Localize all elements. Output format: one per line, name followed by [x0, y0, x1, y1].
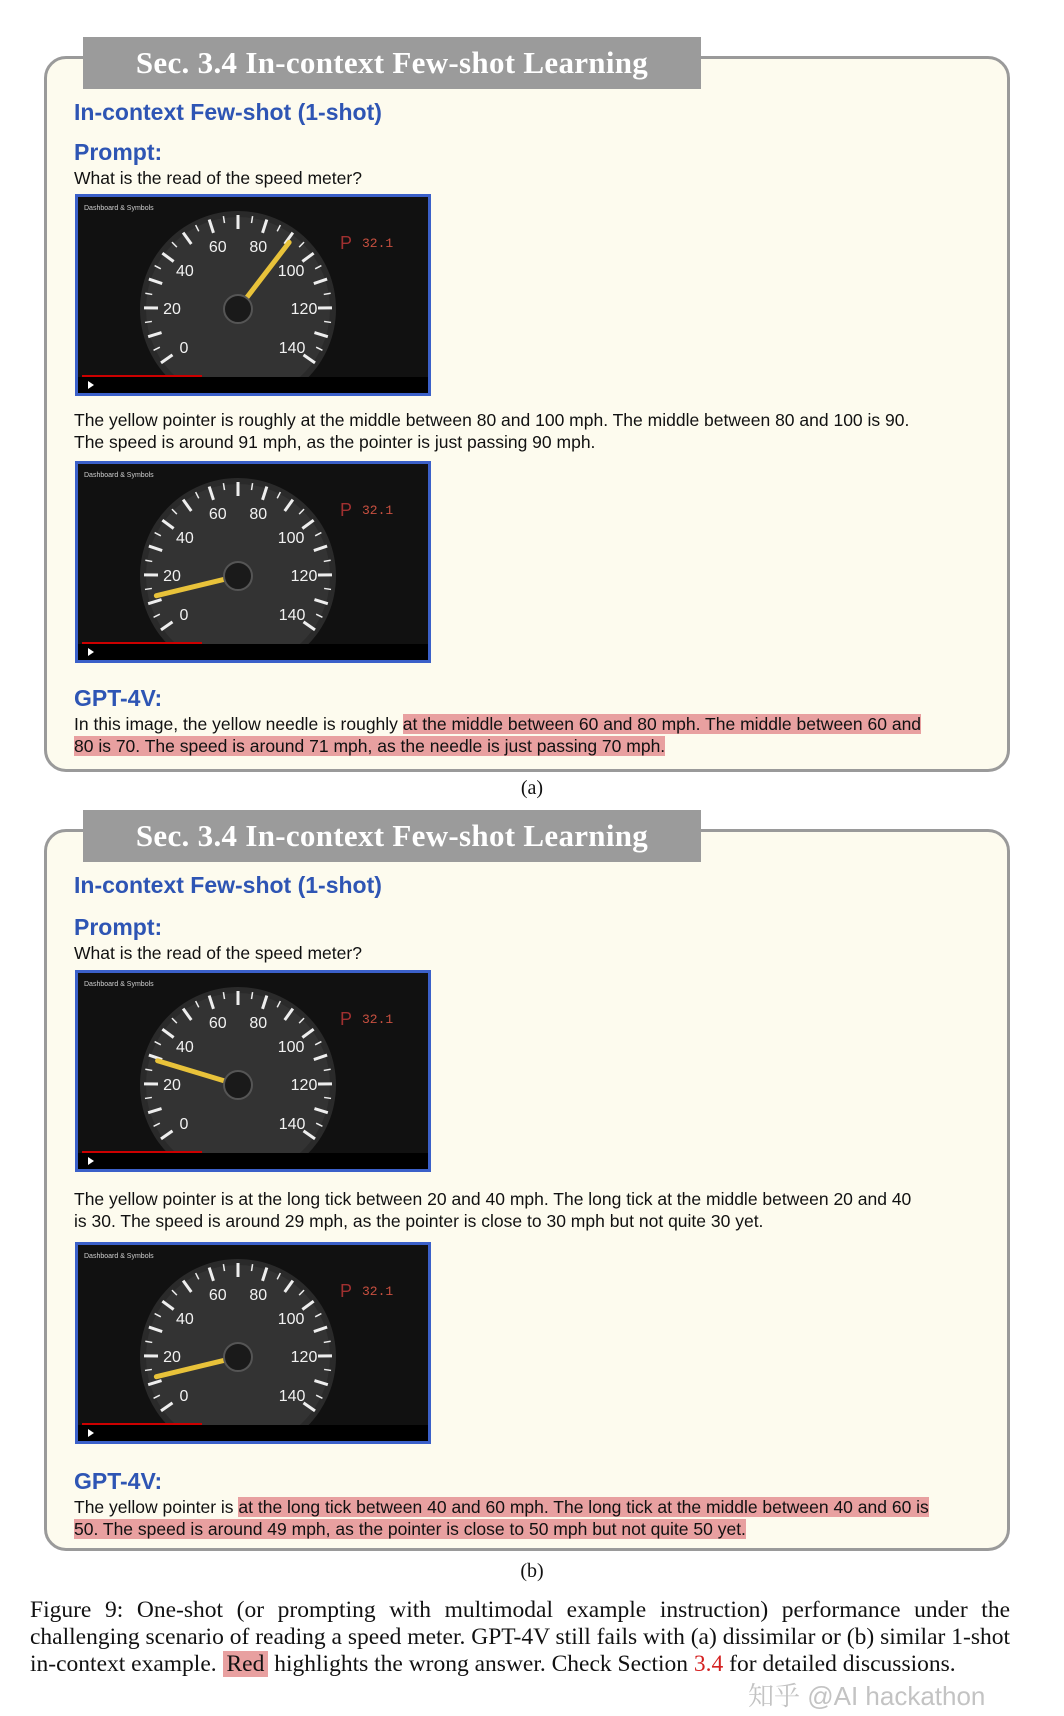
panel-b-example-line2: is 30. The speed is around 29 mph, as the pointer is close to 30 mph but not quite 30 yet.	[74, 1211, 764, 1231]
gear-indicator: P	[340, 233, 353, 253]
wrong-answer-highlight: 50. The speed is around 49 mph, as the pointer is close to 50 mph but not quite 50 yet.	[74, 1519, 746, 1539]
speedometer-svg	[78, 197, 428, 393]
side-value: 32.1	[362, 503, 394, 518]
caption-text: highlights the wrong answer. Check Section	[268, 1651, 694, 1677]
dial-tick	[324, 1369, 331, 1370]
wrong-answer-highlight: at the middle between 60 and 80 mph. The middle between 60 and	[402, 714, 922, 734]
progress-bar	[82, 642, 202, 644]
dial-label: 0	[179, 1387, 189, 1405]
dial-label: 40	[175, 1038, 194, 1056]
speedometer-svg	[78, 1245, 428, 1441]
wrong-answer-highlight: 80 is 70. The speed is around 71 mph, as the needle is just passing 70 mph.	[74, 736, 666, 756]
dial-tick	[145, 588, 152, 589]
speedometer-image-a2	[75, 461, 431, 663]
panel-a-example-line2: The speed is around 91 mph, as the pointer is just passing 90 mph.	[74, 432, 596, 452]
panel-b-title: Sec. 3.4 In-context Few-shot Learning	[83, 810, 701, 862]
gear-indicator: P	[340, 1009, 353, 1029]
panel-b-prompt-label: Prompt:	[74, 914, 163, 940]
dial-tick	[324, 588, 331, 589]
speedometer-image-b2	[75, 1242, 431, 1444]
video-header: Dashboard & Symbols	[84, 472, 154, 479]
dial-label: 80	[249, 506, 268, 524]
gear-indicator: P	[340, 500, 353, 520]
dial-label: 60	[208, 239, 227, 257]
red-legend-word: Red	[223, 1651, 269, 1677]
dial-label: 0	[179, 606, 189, 624]
dial-label: 140	[278, 1115, 306, 1133]
progress-bar	[82, 1423, 202, 1425]
dial-label: 100	[277, 529, 305, 547]
gear-indicator: P	[340, 1281, 353, 1301]
dial-label: 100	[277, 1310, 305, 1328]
dial-label: 40	[175, 1310, 194, 1328]
dial-label: 100	[277, 1038, 305, 1056]
wrong-answer-highlight: at the long tick between 40 and 60 mph. The long tick at the middle between 40 and 60 is	[238, 1497, 929, 1517]
dial-label: 60	[208, 1287, 227, 1305]
dial-label: 100	[277, 262, 305, 280]
progress-bar	[82, 1151, 202, 1153]
panel-b	[44, 818, 1010, 1551]
player-controls-bar	[78, 644, 428, 660]
panel-b-answer-label: GPT-4V:	[74, 1468, 163, 1494]
caption-text: for detailed discussions.	[723, 1651, 956, 1677]
speedometer-svg	[78, 464, 428, 660]
dial-tick	[324, 1097, 331, 1098]
dial-label: 20	[163, 1349, 181, 1367]
caption-b: (b)	[520, 1560, 544, 1582]
panel-b-question: What is the read of the speed meter?	[74, 943, 362, 963]
panel-a-answer	[74, 713, 921, 735]
dial-label: 60	[208, 1015, 227, 1033]
video-header: Dashboard & Symbols	[84, 981, 154, 988]
needle-hub	[224, 295, 252, 323]
dial-tick	[145, 1369, 152, 1370]
dial-label: 20	[163, 568, 181, 586]
player-controls-bar	[78, 377, 428, 393]
panel-b-heading: In-context Few-shot (1-shot)	[74, 872, 382, 898]
dial-label: 80	[249, 1015, 268, 1033]
speedometer-image-a1	[75, 194, 431, 396]
dial-tick	[145, 1097, 152, 1098]
watermark: 知乎 @AI hackathon	[748, 1681, 986, 1711]
section-link[interactable]: 3.4	[693, 1651, 724, 1677]
figure-caption	[30, 1597, 1010, 1678]
panel-b-example-line1: The yellow pointer is at the long tick between 20 and 40 mph. The long tick at the middle between 20 and 40	[74, 1189, 912, 1209]
side-value: 32.1	[362, 1284, 394, 1299]
dial-label: 40	[175, 262, 194, 280]
dial-label: 140	[278, 1387, 306, 1405]
panel-a	[44, 45, 1010, 772]
dial-label: 120	[290, 1077, 318, 1095]
panel-a-heading: In-context Few-shot (1-shot)	[74, 99, 382, 125]
caption-a: (a)	[520, 777, 544, 799]
dial-label: 120	[290, 1349, 318, 1367]
needle-hub	[224, 562, 252, 590]
dial-label: 0	[179, 339, 189, 357]
video-header: Dashboard & Symbols	[84, 1253, 154, 1260]
dial-label: 60	[208, 506, 227, 524]
dial-label: 0	[179, 1115, 189, 1133]
side-value: 32.1	[362, 236, 394, 251]
dial-label: 120	[290, 568, 318, 586]
panel-b-answer	[74, 1496, 929, 1518]
panel-a-answer-label: GPT-4V:	[74, 685, 163, 711]
panel-a-question: What is the read of the speed meter?	[74, 168, 362, 188]
needle-hub	[224, 1343, 252, 1371]
panel-a-answer-line2	[74, 735, 665, 757]
progress-bar	[82, 375, 202, 377]
caption-text: Figure 9: One-shot (or prompting with multimodal example instruction) performance under the challenging scenario of reading a speed meter. GPT-4V still fails with (a) dissimilar or (b) similar 1-shot in-context example.	[30, 1597, 1010, 1677]
player-controls-bar	[78, 1153, 428, 1169]
dial-label: 120	[290, 301, 318, 319]
panel-a-example-line1: The yellow pointer is roughly at the middle between 80 and 100 mph. The middle between 80 and 100 is 90.	[74, 410, 910, 430]
speedometer-svg	[78, 973, 428, 1169]
panel-a-prompt-label: Prompt:	[74, 139, 163, 165]
answer-plain-text: In this image, the yellow needle is roughly	[74, 714, 403, 734]
speedometer-image-b1	[75, 970, 431, 1172]
panel-a-title: Sec. 3.4 In-context Few-shot Learning	[83, 37, 701, 89]
video-header: Dashboard & Symbols	[84, 205, 154, 212]
dial-tick	[145, 321, 152, 322]
dial-label: 140	[278, 606, 306, 624]
player-controls-bar	[78, 1425, 428, 1441]
dial-label: 20	[163, 1077, 181, 1095]
needle-hub	[224, 1071, 252, 1099]
dial-label: 140	[278, 339, 306, 357]
dial-label: 80	[249, 239, 268, 257]
dial-tick	[324, 321, 331, 322]
panel-b-answer-line2	[74, 1518, 746, 1540]
answer-plain-text: The yellow pointer is	[74, 1497, 239, 1517]
dial-label: 80	[249, 1287, 268, 1305]
dial-label: 40	[175, 529, 194, 547]
dial-label: 20	[163, 301, 181, 319]
side-value: 32.1	[362, 1012, 394, 1027]
